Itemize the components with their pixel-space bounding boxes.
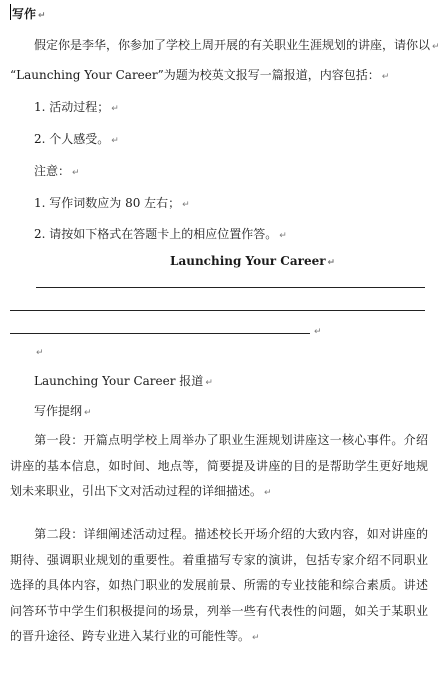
note-label: 注意： ↵ (34, 164, 80, 178)
section-heading: 写作 ↵ (12, 7, 46, 21)
outline-paragraph-2: 第二段：详细阐述活动过程。描述校长开场介绍的大致内容，如对讲座的期待、强调职业规划的重要性。着重描写专家的演讲，包括专家介绍不同职业选择的具体内容，如热门职业的发展前景、所需的专业技能和综合素质。讲述问答环节中学生们积极提问的场景，列举一些有代表性的问题，如关于某职业的晋升途径、跨专业进入某行业的可能性等。 ↵ (10, 527, 428, 643)
paragraph-mark-icon: ↵ (279, 231, 287, 241)
paragraph-mark-icon: ↵ (72, 168, 80, 178)
paragraph-mark-icon: ↵ (182, 200, 190, 210)
list-item: 1. 活动过程； ↵ (34, 100, 119, 114)
note-item: 2. 请按如下格式在答题卡上的相应位置作答。 ↵ (34, 227, 287, 241)
answer-line (10, 333, 310, 334)
outline-paragraph-1: 第一段：开篇点明学校上周举办了职业生涯规划讲座这一核心事件。介绍讲座的基本信息，如时间、地点等，简要提及讲座的目的是帮助学生更好地规划未来职业，引出下文对活动过程的详细描述。 ↵ (10, 433, 428, 498)
answer-title: Launching Your Career ↵ (170, 254, 336, 268)
paragraph-mark-icon: ↵ (36, 348, 44, 358)
paragraph-mark-icon: ↵ (432, 42, 440, 52)
paragraph-mark-icon: ↵ (314, 327, 322, 337)
empty-paragraph (34, 343, 44, 361)
note-item: 1. 写作词数应为 80 左右； ↵ (34, 196, 190, 210)
list-item: 2. 个人感受。 ↵ (34, 132, 119, 146)
paragraph-mark-icon: ↵ (252, 633, 260, 643)
paragraph-mark-icon: ↵ (264, 488, 272, 498)
answer-line (10, 310, 425, 311)
intro-line-1: 假定你是李华，你参加了学校上周开展的有关职业生涯规划的讲座，请你以 ↵ (34, 38, 440, 52)
paragraph-mark-icon: ↵ (205, 378, 213, 388)
paragraph-mark-icon: ↵ (84, 408, 92, 418)
paragraph-mark-icon: ↵ (111, 104, 119, 114)
intro-line-2: “Launching Your Career”为题为校英文报写一篇报道，内容包括： ↵ (10, 68, 390, 82)
paragraph-mark-icon: ↵ (327, 258, 336, 268)
report-title: Launching Your Career 报道 ↵ (34, 374, 213, 388)
paragraph-mark-icon: ↵ (111, 136, 119, 146)
paragraph-mark-icon: ↵ (38, 11, 46, 21)
text-cursor (10, 4, 11, 20)
answer-line (36, 287, 425, 288)
paragraph-mark-icon: ↵ (381, 72, 390, 82)
outline-label: 写作提纲 ↵ (34, 404, 92, 418)
